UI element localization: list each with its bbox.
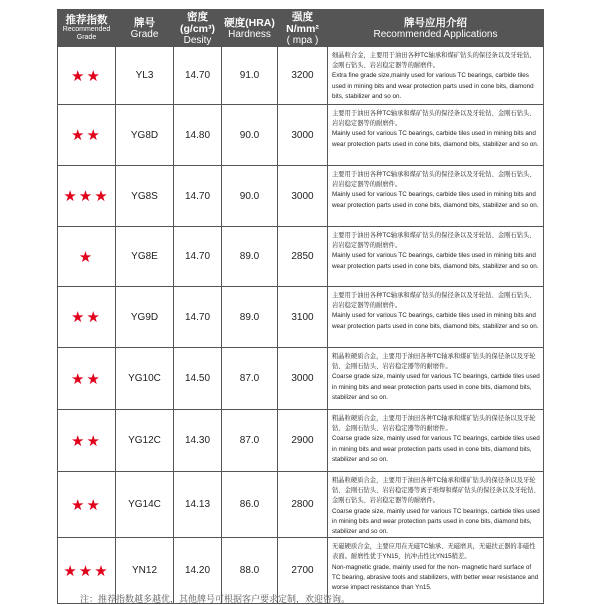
header-applications-zh: 牌号应用介绍	[404, 16, 467, 29]
application-zh: 粗晶粒硬质合金，主要用于油田各种TC轴承和煤矿钻头的保径条以及牙轮钻、金刚石钻头、岩岩稳定器等的耐磨件。	[332, 353, 536, 371]
recommended-stars: ★★★	[58, 166, 116, 227]
application-en: Mainly used for various TC bearings, carbide tiles used in mining bits and wear protection parts used in cone bits, diamond bits, stabilizer and so on.	[332, 191, 539, 209]
header-density-zh: 密度(g/cm³)	[180, 10, 215, 35]
recommended-stars: ★★	[58, 105, 116, 166]
footnote: 注：推荐指数越多越优，其他牌号可根据客户要求定制，欢迎咨询。	[80, 594, 351, 604]
application-en: Extra fine grade size,mainly used for various TC bearings, carbide tiles used in mining bits and wear protection parts used in cone bits, diamond bits, stabilizer and so on.	[332, 72, 534, 100]
strength-cell: 3000	[278, 105, 328, 166]
hardness-cell: 89.0	[222, 227, 278, 287]
header-applications	[328, 10, 544, 47]
strength-cell: 2900	[278, 410, 328, 472]
grade-cell: YG8S	[116, 166, 174, 227]
header-density	[174, 10, 222, 47]
table-row	[58, 472, 544, 538]
application-zh: 主要用于油田各种TC轴承和煤矿钻头的保径条以及牙轮钻、金刚石钻头、岩岩稳定器等的耐磨件。	[332, 110, 536, 128]
application-cell	[328, 410, 544, 472]
application-zh: 细晶粒合金，主要用于油田各种TC轴承和煤矿钻头的保径条以及牙轮钻、金刚石钻头、岩岩稳定器等的耐磨件。	[332, 52, 536, 70]
recommended-stars: ★★	[58, 410, 116, 472]
grade-cell: YG14C	[116, 472, 174, 538]
header-grade-en: Grade	[130, 28, 159, 40]
header-strength-zh: 强度N/mm²	[286, 10, 319, 35]
hardness-cell: 91.0	[222, 47, 278, 105]
hardness-cell: 87.0	[222, 348, 278, 410]
grade-table	[57, 9, 544, 604]
table-row	[58, 410, 544, 472]
strength-cell: 3000	[278, 348, 328, 410]
grade-cell: YL3	[116, 47, 174, 105]
density-cell: 14.80	[174, 105, 222, 166]
density-cell: 14.70	[174, 287, 222, 348]
recommended-stars: ★★	[58, 472, 116, 538]
header-grade-zh: 牌号	[134, 16, 155, 29]
hardness-cell: 90.0	[222, 166, 278, 227]
application-cell	[328, 287, 544, 348]
density-cell: 14.70	[174, 166, 222, 227]
header-applications-en: Recommended Applications	[373, 28, 498, 40]
application-zh: 主要用于油田各种TC轴承和煤矿钻头的保径条以及牙轮钻、金刚石钻头、岩岩稳定器等的耐磨件。	[332, 232, 536, 250]
application-en: Coarse grade size, mainly used for various TC bearings, carbide tiles used in mining bits and wear protection parts used in cone bits, diamond bits, stabilizer and so on.	[332, 435, 540, 463]
header-grade	[116, 10, 174, 47]
application-en: Mainly used for various TC bearings, carbide tiles used in mining bits and wear protection parts used in cone bits, diamond bits, stabilizer and so on.	[332, 312, 539, 330]
application-zh: 粗晶粒硬质合金，主要用于油田各种TC轴承和煤矿钻头的保径条以及牙轮钻、金刚石钻头、岩岩稳定器等离子堆焊和煤矿钻头的保径条以及牙轮钻、金刚石钻头、岩岩稳定器等的耐磨件。	[332, 477, 540, 505]
grade-table-body	[58, 47, 544, 604]
application-cell	[328, 538, 544, 604]
application-cell	[328, 166, 544, 227]
table-row	[58, 105, 544, 166]
strength-cell: 3200	[278, 47, 328, 105]
header-hardness-en: Hardness	[228, 28, 271, 40]
recommended-stars: ★★★	[58, 538, 116, 604]
application-en: Mainly used for various TC bearings, carbide tiles used in mining bits and wear protection parts used in cone bits, diamond bits, stabilizer and so on.	[332, 252, 539, 270]
application-cell	[328, 47, 544, 105]
application-cell	[328, 348, 544, 410]
table-header-row	[58, 10, 544, 47]
grade-cell: YG8D	[116, 105, 174, 166]
application-en: Coarse grade size, mainly used for various TC bearings, carbide tiles used in mining bits and wear protection parts used in cone bits, diamond bits, stabilizer and so on.	[332, 373, 540, 401]
application-zh: 粗晶粒硬质合金，主要用于油田各种TC轴承和煤矿钻头的保径条以及牙轮钻、金刚石钻头、岩岩稳定器等的耐磨件。	[332, 415, 536, 433]
strength-cell: 3000	[278, 166, 328, 227]
strength-cell: 3100	[278, 287, 328, 348]
grade-cell: YG10C	[116, 348, 174, 410]
hardness-cell: 87.0	[222, 410, 278, 472]
strength-cell: 2850	[278, 227, 328, 287]
table-row	[58, 287, 544, 348]
density-cell: 14.70	[174, 227, 222, 287]
application-zh: 主要用于油田各种TC轴承和煤矿钻头的保径条以及牙轮钻、金刚石钻头、岩岩稳定器等的耐磨件。	[332, 171, 536, 189]
header-hardness	[222, 10, 278, 47]
hardness-cell: 90.0	[222, 105, 278, 166]
table-row	[58, 166, 544, 227]
hardness-cell: 86.0	[222, 472, 278, 538]
grade-cell: YN12	[116, 538, 174, 604]
recommended-stars: ★	[58, 227, 116, 287]
grade-cell: YG9D	[116, 287, 174, 348]
strength-cell: 2800	[278, 472, 328, 538]
application-zh: 主要用于油田各种TC轴承和煤矿钻头的保径条以及牙轮钻、金刚石钻头、岩岩稳定器等的耐磨件。	[332, 292, 536, 310]
table-row	[58, 227, 544, 287]
application-cell	[328, 227, 544, 287]
application-zh: 无磁硬质合金，主要应用在无磁TC轴承、无磁磨具，无磁扶正器的非磁性表面。耐磨性优于YN15，抗冲击性比YN15稍差。	[332, 543, 536, 561]
application-en: Non-magnetic grade, mainly used for the non- magnetic hard surface of TC bearing, abrasive tools and stabilizers, with better wear resistance and worse impact resistance than Yn15.	[332, 563, 539, 592]
density-cell: 14.13	[174, 472, 222, 538]
table-row	[58, 348, 544, 410]
header-recommended-zh: 推荐指数	[65, 14, 108, 26]
density-cell: 14.70	[174, 47, 222, 105]
density-cell: 14.20	[174, 538, 222, 604]
header-density-en: Desity	[183, 34, 212, 46]
application-en: Coarse grade size, mainly used for various TC bearings, carbide tiles used in mining bits and wear protection parts used in cone bits, diamond bits, stabilizer and so on.	[332, 507, 540, 536]
hardness-cell: 88.0	[222, 538, 278, 604]
application-cell	[328, 472, 544, 538]
table-row	[58, 47, 544, 105]
application-en: Mainly used for various TC bearings, carbide tiles used in mining bits and wear protection parts used in cone bits, diamond bits, stabilizer and so on.	[332, 130, 539, 148]
header-recommended-en: Recommended Grade	[62, 26, 111, 41]
header-hardness-zh: 硬度(HRA)	[224, 16, 275, 29]
density-cell: 14.50	[174, 348, 222, 410]
hardness-cell: 89.0	[222, 287, 278, 348]
recommended-stars: ★★	[58, 287, 116, 348]
grade-cell: YG12C	[116, 410, 174, 472]
grade-cell: YG8E	[116, 227, 174, 287]
header-recommended	[58, 10, 116, 47]
strength-cell: 2700	[278, 538, 328, 604]
recommended-stars: ★★	[58, 47, 116, 105]
header-strength-en: ( mpa )	[286, 34, 319, 46]
header-strength	[278, 10, 328, 47]
application-cell	[328, 105, 544, 166]
recommended-stars: ★★	[58, 348, 116, 410]
density-cell: 14.30	[174, 410, 222, 472]
